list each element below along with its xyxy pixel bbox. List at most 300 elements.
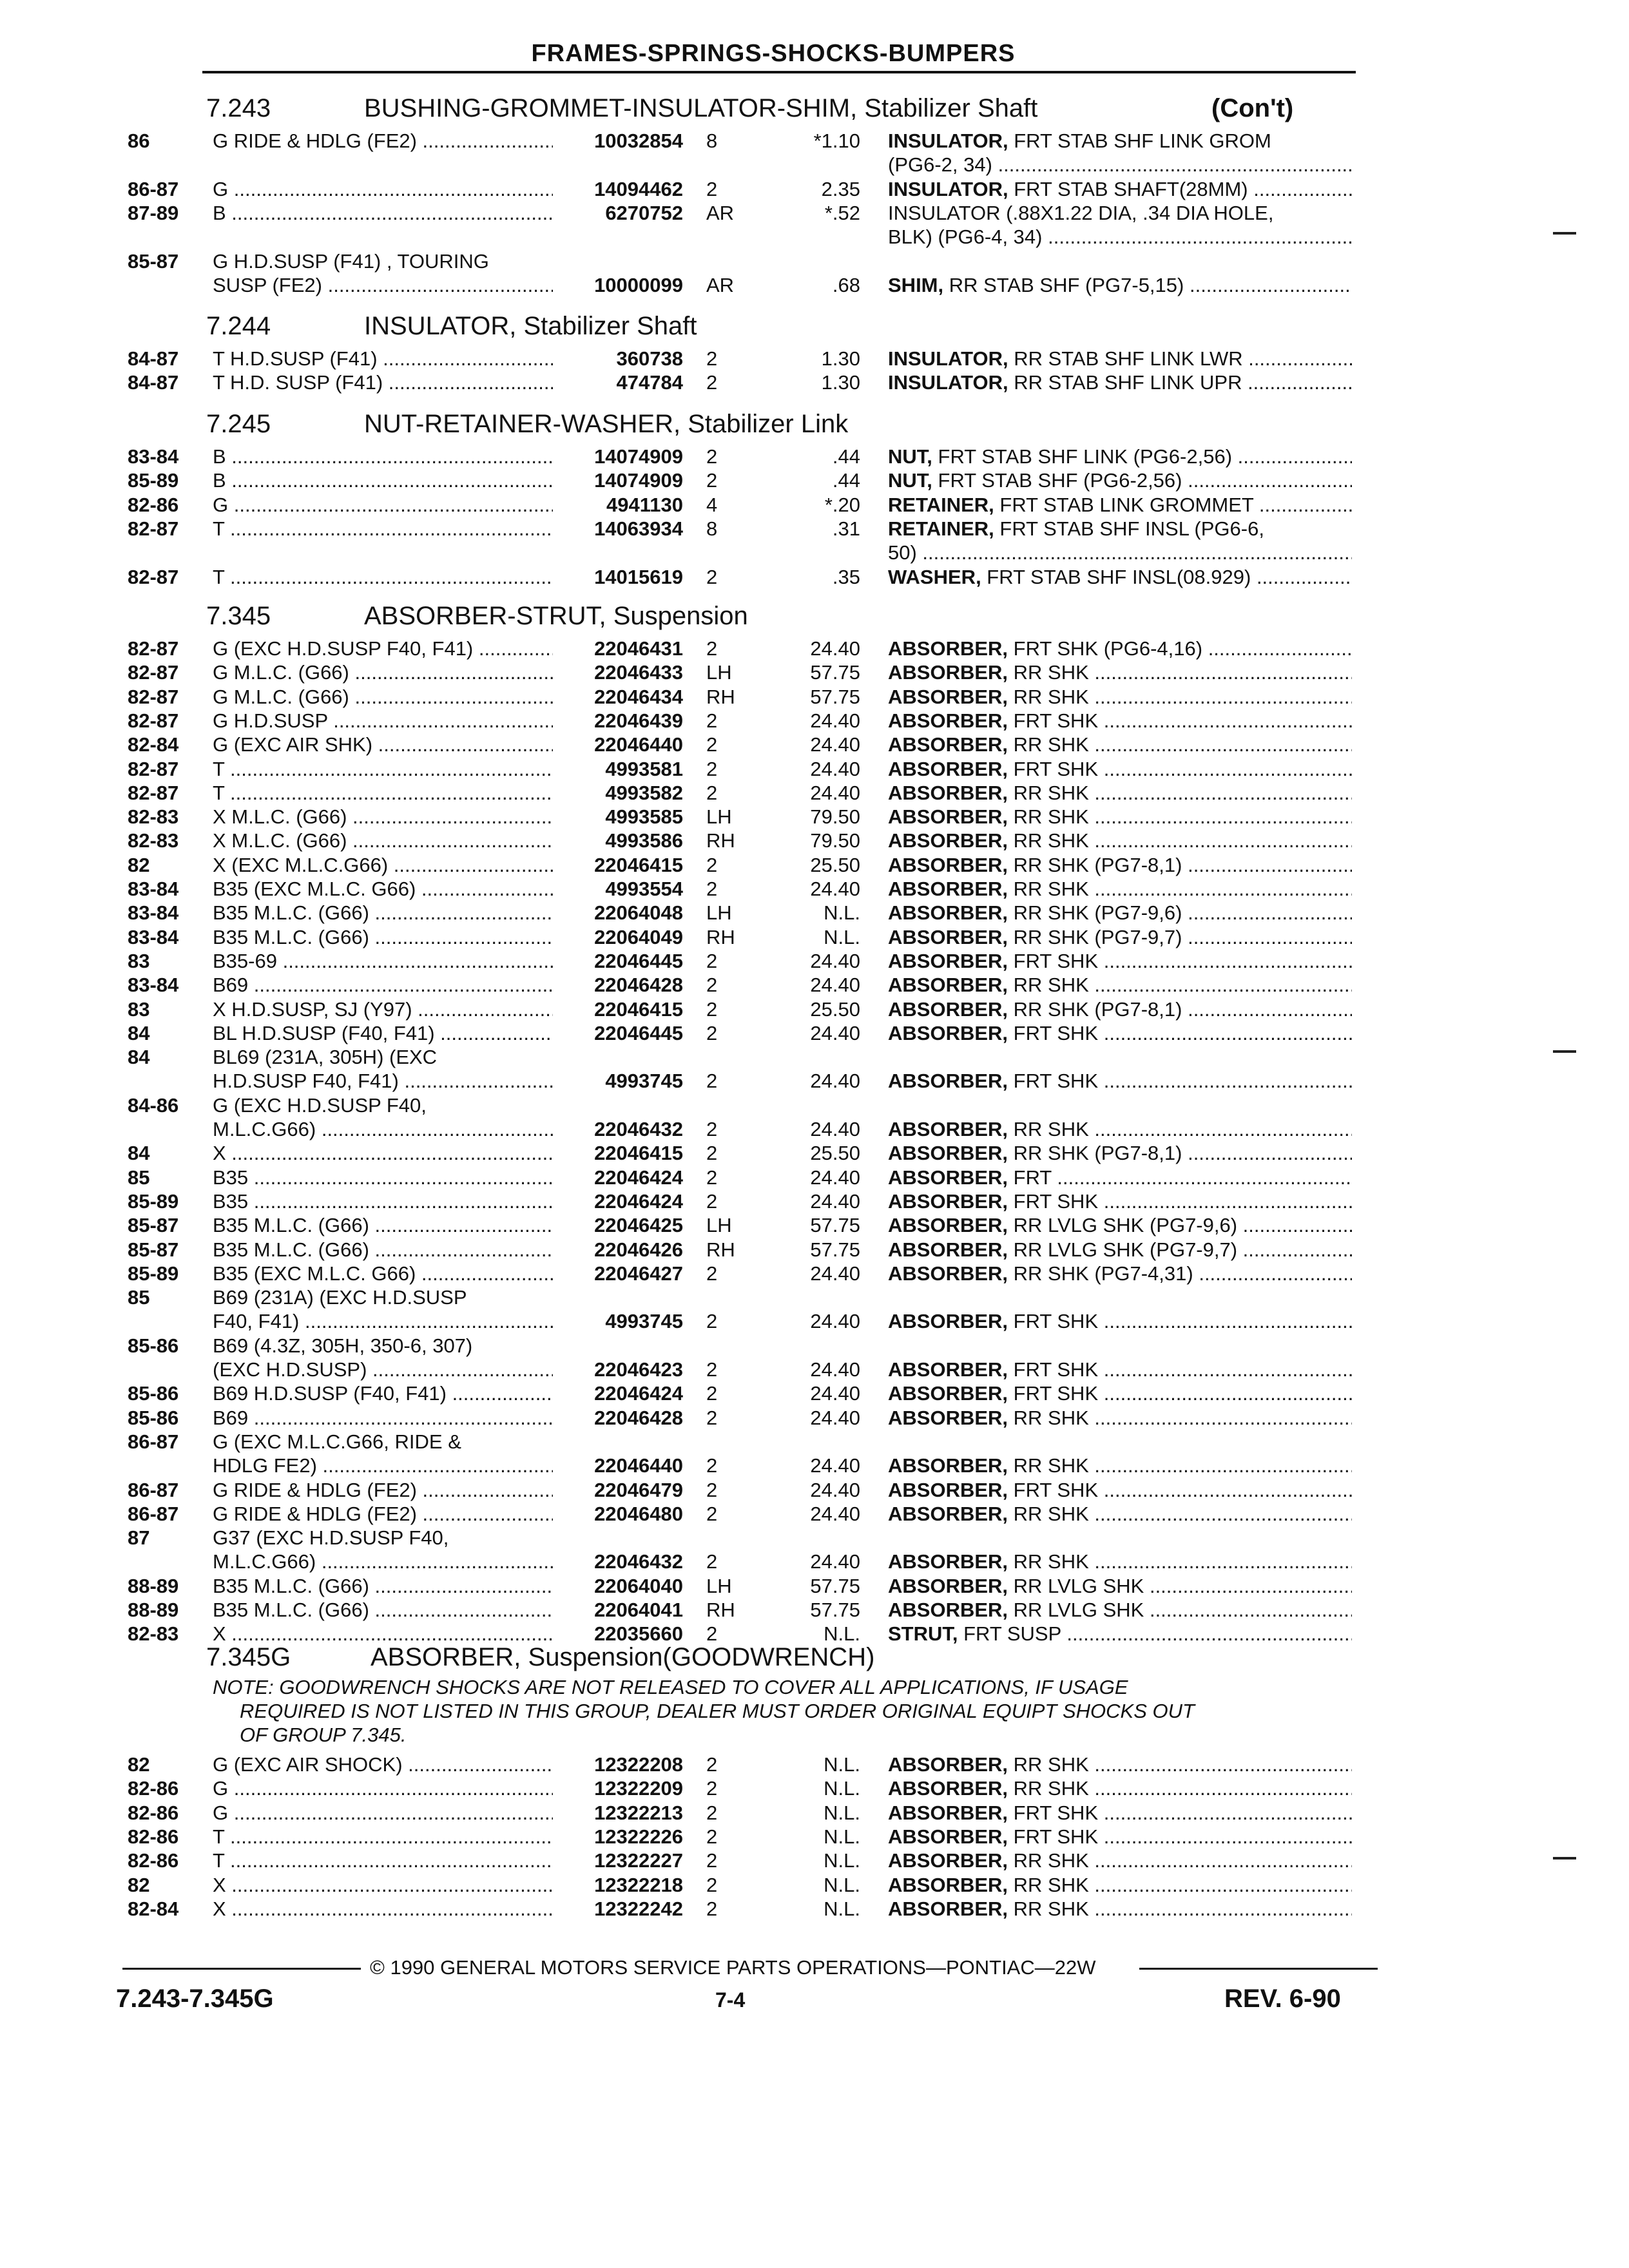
quantity: 2: [706, 1021, 718, 1044]
footer-page-number: 7-4: [715, 1988, 746, 2012]
table-row: [0, 1117, 1629, 1141]
table-row: [0, 1825, 1629, 1849]
model-year: 85-89: [128, 1262, 179, 1285]
description: ABSORBER, RR SHK .....: [888, 1873, 1352, 1897]
application: B35 (EXC M.L.C. G66) .....: [213, 1262, 553, 1285]
section-title: NUT-RETAINER-WASHER, Stabilizer Link: [364, 410, 849, 438]
application: B35 .....: [213, 1189, 553, 1213]
quantity: 2: [706, 733, 718, 756]
footer-rule-right: [1139, 1968, 1378, 1970]
description: ABSORBER, FRT SHK .....: [888, 709, 1352, 733]
table-row: [0, 1213, 1629, 1237]
price: 24.40: [810, 1262, 860, 1285]
description: ABSORBER, FRT SHK .....: [888, 1381, 1352, 1405]
description: ABSORBER, RR SHK .....: [888, 877, 1352, 901]
part-number: 22046432: [594, 1550, 683, 1573]
application: B35 M.L.C. (G66) .....: [213, 1598, 553, 1622]
model-year: 82-84: [128, 1897, 179, 1920]
table-row: [0, 468, 1629, 492]
model-year: 84: [128, 1046, 150, 1069]
table-row: [0, 1776, 1629, 1800]
price: 24.40: [810, 1118, 860, 1140]
table-row: [0, 1574, 1629, 1598]
model-year: 87-89: [128, 201, 179, 224]
model-year: 84-87: [128, 347, 179, 370]
table-row: [0, 177, 1629, 201]
quantity: 2: [706, 949, 718, 972]
model-year: 82-83: [128, 1622, 179, 1646]
table-row: [0, 1406, 1629, 1430]
model-year: 83-84: [128, 878, 179, 900]
application: B69 .....: [213, 973, 553, 997]
description: ABSORBER, RR SHK .....: [888, 1502, 1352, 1526]
model-year: 88-89: [128, 1599, 179, 1621]
part-number: 12322227: [594, 1849, 683, 1872]
table-row: [0, 1045, 1629, 1069]
description: INSULATOR, RR STAB SHF LINK UPR .....: [888, 370, 1352, 394]
model-year: 82: [128, 853, 150, 876]
footer-rule-left: [122, 1968, 361, 1970]
quantity: 2: [706, 974, 718, 997]
table-row: [0, 153, 1629, 177]
part-number: 22046424: [594, 1189, 683, 1213]
model-year: 84-87: [128, 371, 179, 394]
application: T .....: [213, 1849, 553, 1872]
model-year: 82-86: [128, 1777, 179, 1800]
table-row: [0, 1873, 1629, 1897]
section-number: 7.245: [206, 410, 271, 438]
description: RETAINER, FRT STAB SHF INSL (PG6-6,: [888, 517, 1264, 540]
price: 24.40: [810, 1021, 860, 1044]
part-number: 10000099: [594, 273, 683, 296]
application: X M.L.C. (G66) .....: [213, 805, 553, 829]
model-year: 85-86: [128, 1334, 179, 1357]
application: B .....: [213, 445, 553, 468]
table-row: [0, 1262, 1629, 1285]
description: INSULATOR (.88X1.22 DIA, .34 DIA HOLE,: [888, 201, 1274, 224]
application: T .....: [213, 757, 553, 781]
part-number: 14074909: [594, 445, 683, 468]
part-number: 22046427: [594, 1262, 683, 1285]
part-number: 4993581: [605, 757, 683, 780]
table-row: [0, 1598, 1629, 1622]
application: X .....: [213, 1622, 553, 1646]
price: 24.40: [810, 1454, 860, 1477]
part-number: 22046432: [594, 1118, 683, 1140]
model-year: 84-86: [128, 1093, 179, 1117]
part-number: 12322209: [594, 1777, 683, 1800]
description: ABSORBER, FRT SHK (PG6-4,16) .....: [888, 637, 1352, 660]
table-row: [0, 1550, 1629, 1573]
table-row: [0, 1238, 1629, 1262]
quantity: LH: [706, 1214, 732, 1237]
quantity: RH: [706, 829, 735, 852]
price: 24.40: [810, 1550, 860, 1573]
application: G (EXC H.D.SUSP F40,: [213, 1093, 427, 1117]
part-number: 22046415: [594, 1142, 683, 1165]
table-row: [0, 925, 1629, 949]
section-title: BUSHING-GROMMET-INSULATOR-SHIM, Stabilizer Shaft: [364, 94, 1038, 122]
table-row: [0, 1141, 1629, 1165]
part-number: 12322208: [594, 1753, 683, 1776]
quantity: 2: [706, 1166, 718, 1189]
application: G .....: [213, 1801, 553, 1825]
application: B69 .....: [213, 1406, 553, 1430]
description: ABSORBER, RR SHK (PG7-8,1) .....: [888, 853, 1352, 877]
section-title: ABSORBER-STRUT, Suspension: [364, 602, 748, 630]
application: HDLG FE2) .....: [213, 1454, 553, 1477]
price: 57.75: [810, 661, 860, 684]
footer-copyright: © 1990 GENERAL MOTORS SERVICE PARTS OPERATIONS—PONTIAC—22W: [370, 1956, 1096, 1979]
quantity: RH: [706, 1238, 735, 1261]
model-year: 83: [128, 949, 150, 972]
model-year: 85-86: [128, 1382, 179, 1405]
description: ABSORBER, FRT SHK .....: [888, 1069, 1352, 1093]
table-row: [0, 853, 1629, 877]
part-number: 22064041: [594, 1599, 683, 1621]
model-year: 84: [128, 1142, 150, 1165]
part-number: 22046434: [594, 685, 683, 708]
quantity: 2: [706, 878, 718, 900]
price: 24.40: [810, 637, 860, 660]
model-year: 86-87: [128, 177, 179, 200]
table-row: [0, 1753, 1629, 1776]
description: ABSORBER, RR SHK .....: [888, 660, 1352, 684]
model-year: 85-89: [128, 469, 179, 492]
price: N.L.: [824, 925, 860, 948]
model-year: 82-87: [128, 781, 179, 804]
part-number: 22046440: [594, 733, 683, 756]
description: RETAINER, FRT STAB LINK GROMMET .....: [888, 493, 1352, 517]
table-row: [0, 541, 1629, 564]
application: G (EXC AIR SHOCK) .....: [213, 1753, 553, 1776]
table-row: [0, 997, 1629, 1021]
price: 25.50: [810, 997, 860, 1021]
part-number: 22046440: [594, 1454, 683, 1477]
application: T .....: [213, 1825, 553, 1849]
application: B35-69 .....: [213, 949, 553, 973]
table-row: [0, 1502, 1629, 1526]
table-row: [0, 1189, 1629, 1213]
price: 57.75: [810, 1599, 860, 1621]
price: 57.75: [810, 1238, 860, 1261]
quantity: 2: [706, 347, 718, 370]
description: ABSORBER, RR SHK (PG7-4,31) .....: [888, 1262, 1352, 1285]
model-year: 82-87: [128, 757, 179, 780]
price: 24.40: [810, 1502, 860, 1525]
price: N.L.: [824, 1622, 860, 1646]
section-heading: [206, 410, 1366, 439]
application: BL69 (231A, 305H) (EXC: [213, 1046, 438, 1069]
table-row: [0, 660, 1629, 684]
application: T H.D.SUSP (F41) .....: [213, 347, 553, 370]
application: X (EXC M.L.C.G66) .....: [213, 853, 553, 877]
description: ABSORBER, RR SHK (PG7-9,7) .....: [888, 925, 1352, 949]
application: B35 (EXC M.L.C. G66) .....: [213, 877, 553, 901]
quantity: AR: [706, 273, 735, 296]
table-row: [0, 1801, 1629, 1825]
part-number: 474784: [616, 371, 683, 394]
footer-section-range: 7.243-7.345G: [116, 1984, 274, 2013]
application: X H.D.SUSP, SJ (Y97) .....: [213, 997, 553, 1021]
description: ABSORBER, FRT SHK .....: [888, 1358, 1352, 1381]
application: B35 M.L.C. (G66) .....: [213, 925, 553, 949]
price: 57.75: [810, 1214, 860, 1237]
quantity: 2: [706, 1478, 718, 1501]
application: X M.L.C. (G66) .....: [213, 829, 553, 852]
part-number: 12322242: [594, 1897, 683, 1920]
price: *1.10: [813, 130, 860, 152]
model-year: 86-87: [128, 1502, 179, 1525]
model-year: 83-84: [128, 925, 179, 948]
quantity: 2: [706, 1358, 718, 1381]
table-row: [0, 1309, 1629, 1333]
description: ABSORBER, RR SHK .....: [888, 685, 1352, 709]
model-year: 84: [128, 1021, 150, 1044]
application: T .....: [213, 565, 553, 589]
table-row: [0, 201, 1629, 225]
part-number: 360738: [616, 347, 683, 370]
part-number: 22046480: [594, 1502, 683, 1525]
price: N.L.: [824, 1777, 860, 1800]
quantity: 2: [706, 1622, 718, 1646]
application: T .....: [213, 517, 553, 541]
application: G .....: [213, 177, 553, 201]
description: STRUT, FRT SUSP .....: [888, 1622, 1352, 1646]
price: *.52: [824, 201, 860, 224]
description: ABSORBER, FRT SHK .....: [888, 1478, 1352, 1502]
application: B .....: [213, 201, 553, 225]
description: ABSORBER, RR SHK .....: [888, 829, 1352, 852]
part-number: 22064048: [594, 901, 683, 925]
application: G M.L.C. (G66) .....: [213, 660, 553, 684]
description: NUT, FRT STAB SHF (PG6-2,56) .....: [888, 468, 1352, 492]
section-heading: [206, 1643, 1366, 1673]
footer-revision: REV. 6-90: [1224, 1984, 1341, 2013]
table-row: [0, 1285, 1629, 1309]
quantity: 2: [706, 1849, 718, 1872]
table-row: [0, 445, 1629, 468]
description: WASHER, FRT STAB SHF INSL(08.929) .....: [888, 565, 1352, 589]
table-row: [0, 517, 1629, 541]
application: B69 (4.3Z, 305H, 350-6, 307): [213, 1334, 473, 1357]
table-row: [0, 1334, 1629, 1358]
quantity: AR: [706, 201, 735, 224]
quantity: 2: [706, 1142, 718, 1165]
description: BLK) (PG6-4, 34) .....: [888, 225, 1352, 249]
description: ABSORBER, RR SHK (PG7-8,1) .....: [888, 997, 1352, 1021]
price: N.L.: [824, 1897, 860, 1920]
part-number: 22046431: [594, 637, 683, 660]
part-number: 4993585: [605, 805, 683, 829]
description: ABSORBER, RR LVLG SHK .....: [888, 1574, 1352, 1598]
table-row: [0, 493, 1629, 517]
price: .44: [832, 469, 860, 492]
quantity: 2: [706, 1382, 718, 1405]
price: *.20: [824, 493, 860, 516]
quantity: 2: [706, 1873, 718, 1896]
quantity: 2: [706, 853, 718, 876]
description: ABSORBER, RR LVLG SHK .....: [888, 1598, 1352, 1622]
margin-mark: [1553, 1857, 1576, 1860]
part-number: 12322213: [594, 1801, 683, 1824]
model-year: 83: [128, 997, 150, 1021]
table-row: [0, 1358, 1629, 1381]
application: G .....: [213, 1776, 553, 1800]
quantity: 2: [706, 1262, 718, 1285]
table-row: [0, 1430, 1629, 1454]
price: .31: [832, 517, 860, 540]
quantity: 2: [706, 1310, 718, 1333]
quantity: 2: [706, 445, 718, 468]
quantity: 8: [706, 517, 718, 540]
price: 24.40: [810, 1310, 860, 1333]
price: 57.75: [810, 685, 860, 708]
part-number: 22064049: [594, 925, 683, 948]
section-heading: [206, 312, 1366, 341]
quantity: 2: [706, 1189, 718, 1213]
description: ABSORBER, RR SHK .....: [888, 805, 1352, 829]
application: B69 H.D.SUSP (F40, F41) .....: [213, 1381, 553, 1405]
part-number: 22046428: [594, 1406, 683, 1429]
quantity: 2: [706, 1753, 718, 1776]
table-row: [0, 1526, 1629, 1550]
price: 79.50: [810, 805, 860, 829]
model-year: 82-83: [128, 829, 179, 852]
application: B35 M.L.C. (G66) .....: [213, 1574, 553, 1598]
model-year: 86: [128, 130, 150, 152]
price: 24.40: [810, 974, 860, 997]
model-year: 82-86: [128, 1825, 179, 1848]
model-year: 85-87: [128, 249, 179, 273]
model-year: 86-87: [128, 1430, 179, 1453]
quantity: 2: [706, 1777, 718, 1800]
quantity: 2: [706, 469, 718, 492]
description: ABSORBER, FRT SHK .....: [888, 1189, 1352, 1213]
application: F40, F41) .....: [213, 1309, 553, 1333]
part-number: 12322218: [594, 1873, 683, 1896]
application: G RIDE & HDLG (FE2) .....: [213, 129, 553, 153]
part-number: 4993582: [605, 781, 683, 804]
model-year: 85-86: [128, 1406, 179, 1429]
part-number: 6270752: [605, 201, 683, 224]
price: N.L.: [824, 1873, 860, 1896]
note-line: REQUIRED IS NOT LISTED IN THIS GROUP, DEALER MUST ORDER ORIGINAL EQUIPT SHOCKS OUT: [240, 1700, 1195, 1722]
margin-mark: [1553, 1050, 1576, 1053]
price: 24.40: [810, 1166, 860, 1189]
price: 24.40: [810, 1478, 860, 1501]
price: N.L.: [824, 901, 860, 925]
quantity: 2: [706, 371, 718, 394]
table-row: [0, 565, 1629, 589]
section-number: 7.345G: [206, 1643, 291, 1671]
part-number: 22046428: [594, 974, 683, 997]
price: 25.50: [810, 1142, 860, 1165]
model-year: 83-84: [128, 974, 179, 997]
price: .35: [832, 565, 860, 588]
price: 24.40: [810, 1189, 860, 1213]
model-year: 86-87: [128, 1478, 179, 1501]
table-row: [0, 1166, 1629, 1189]
table-row: [0, 901, 1629, 925]
header-rule: [202, 71, 1356, 73]
table-row: [0, 273, 1629, 297]
quantity: 2: [706, 1406, 718, 1429]
model-year: 82-87: [128, 637, 179, 660]
price: 24.40: [810, 1406, 860, 1429]
part-number: 4941130: [606, 493, 683, 516]
part-number: 22046415: [594, 997, 683, 1021]
note-line: NOTE: GOODWRENCH SHOCKS ARE NOT RELEASED TO COVER ALL APPLICATIONS, IF USAGE: [213, 1676, 1128, 1698]
part-number: 14015619: [594, 565, 683, 588]
part-number: 14094462: [594, 177, 683, 200]
quantity: 8: [706, 130, 718, 152]
description: ABSORBER, FRT SHK .....: [888, 1021, 1352, 1045]
price: 79.50: [810, 829, 860, 852]
description: INSULATOR, FRT STAB SHF LINK GROM: [888, 130, 1271, 152]
model-year: 82-84: [128, 733, 179, 756]
model-year: 83-84: [128, 901, 179, 925]
model-year: 82-87: [128, 685, 179, 708]
application: G M.L.C. (G66) .....: [213, 685, 553, 709]
section-number: 7.345: [206, 602, 271, 630]
quantity: LH: [706, 1574, 732, 1597]
model-year: 82-86: [128, 1801, 179, 1824]
price: 1.30: [821, 347, 860, 370]
application: G H.D.SUSP .....: [213, 709, 553, 733]
price: 24.40: [810, 1382, 860, 1405]
table-row: [0, 249, 1629, 273]
model-year: 82: [128, 1873, 150, 1896]
table-row: [0, 709, 1629, 733]
application: X .....: [213, 1897, 553, 1921]
quantity: LH: [706, 901, 732, 925]
part-number: 10032854: [594, 130, 683, 152]
application: G (EXC AIR SHK) .....: [213, 733, 553, 756]
application: X .....: [213, 1873, 553, 1897]
description: ABSORBER, RR LVLG SHK (PG7-9,7) .....: [888, 1238, 1352, 1262]
price: N.L.: [824, 1801, 860, 1824]
description: ABSORBER, FRT SHK .....: [888, 1825, 1352, 1849]
table-row: [0, 805, 1629, 829]
application: B35 M.L.C. (G66) .....: [213, 1213, 553, 1237]
application: B35 .....: [213, 1166, 553, 1189]
model-year: 85-87: [128, 1238, 179, 1261]
application: X .....: [213, 1141, 553, 1165]
part-number: 4993586: [605, 829, 683, 852]
part-number: 12322226: [594, 1825, 683, 1848]
quantity: 2: [706, 997, 718, 1021]
quantity: 2: [706, 1550, 718, 1573]
description: ABSORBER, FRT SHK .....: [888, 1801, 1352, 1825]
quantity: 2: [706, 1118, 718, 1140]
model-year: 82-87: [128, 709, 179, 732]
model-year: 82-87: [128, 517, 179, 540]
application: H.D.SUSP F40, F41) .....: [213, 1069, 553, 1093]
application: G37 (EXC H.D.SUSP F40,: [213, 1526, 449, 1550]
description: ABSORBER, FRT SHK .....: [888, 757, 1352, 781]
application: SUSP (FE2) .....: [213, 273, 553, 297]
quantity: RH: [706, 1599, 735, 1621]
table-row: [0, 973, 1629, 997]
description: ABSORBER, RR SHK .....: [888, 1776, 1352, 1800]
application: B35 M.L.C. (G66) .....: [213, 901, 553, 925]
table-row: [0, 1622, 1629, 1646]
model-year: 85: [128, 1286, 150, 1309]
part-number: 14074909: [594, 469, 683, 492]
application: G RIDE & HDLG (FE2) .....: [213, 1502, 553, 1526]
table-row: [0, 877, 1629, 901]
